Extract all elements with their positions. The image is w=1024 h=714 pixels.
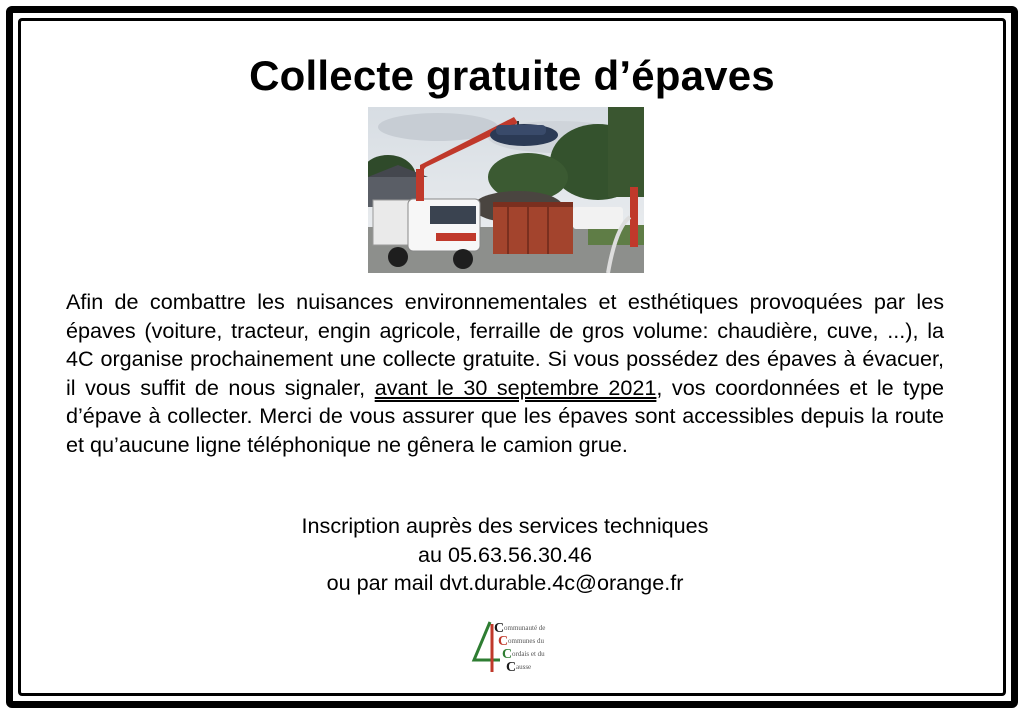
body-text-part1: Afin de combattre les nuisances environnementales et esthétiques provoquées par les épaves (voiture, tracteur, engin agricole, ferraille de gros volume: chaudière, cuve, ...), la 4C organise prochainement une collecte gratuite. Si vous possédez des épaves à évacuer, il vous suffit de nous signaler, — [66, 289, 944, 400]
svg-text:ommunes du: ommunes du — [508, 637, 544, 645]
contact-line-services: Inscription auprès des services techniques — [301, 513, 709, 538]
svg-text:C: C — [498, 634, 509, 649]
deadline-text: avant le 30 septembre 2021 — [374, 374, 657, 400]
contact-email: ou par mail dvt.durable.4c@orange.fr — [326, 570, 684, 595]
svg-text:ordais et du: ordais et du — [512, 650, 545, 658]
contact-block — [0, 512, 1010, 598]
body-paragraph — [66, 288, 944, 460]
svg-text:C: C — [494, 621, 505, 636]
4c-logo — [470, 618, 570, 674]
svg-text:ausse: ausse — [516, 663, 532, 671]
crane-truck-photo — [368, 107, 644, 273]
svg-text:C: C — [506, 660, 517, 674]
contact-phone: au 05.63.56.30.46 — [417, 541, 593, 567]
svg-text:ommunauté de: ommunauté de — [504, 624, 546, 632]
page-title: Collecte gratuite d’épaves — [249, 52, 775, 99]
body-text-part2: , vos coordonnées et le type d’épave à collecter. Merci de vous assurer que les épaves sont accessibles depuis la route et qu’aucune ligne téléphonique ne gênera le camion grue. — [66, 374, 944, 457]
svg-text:C: C — [502, 647, 513, 662]
